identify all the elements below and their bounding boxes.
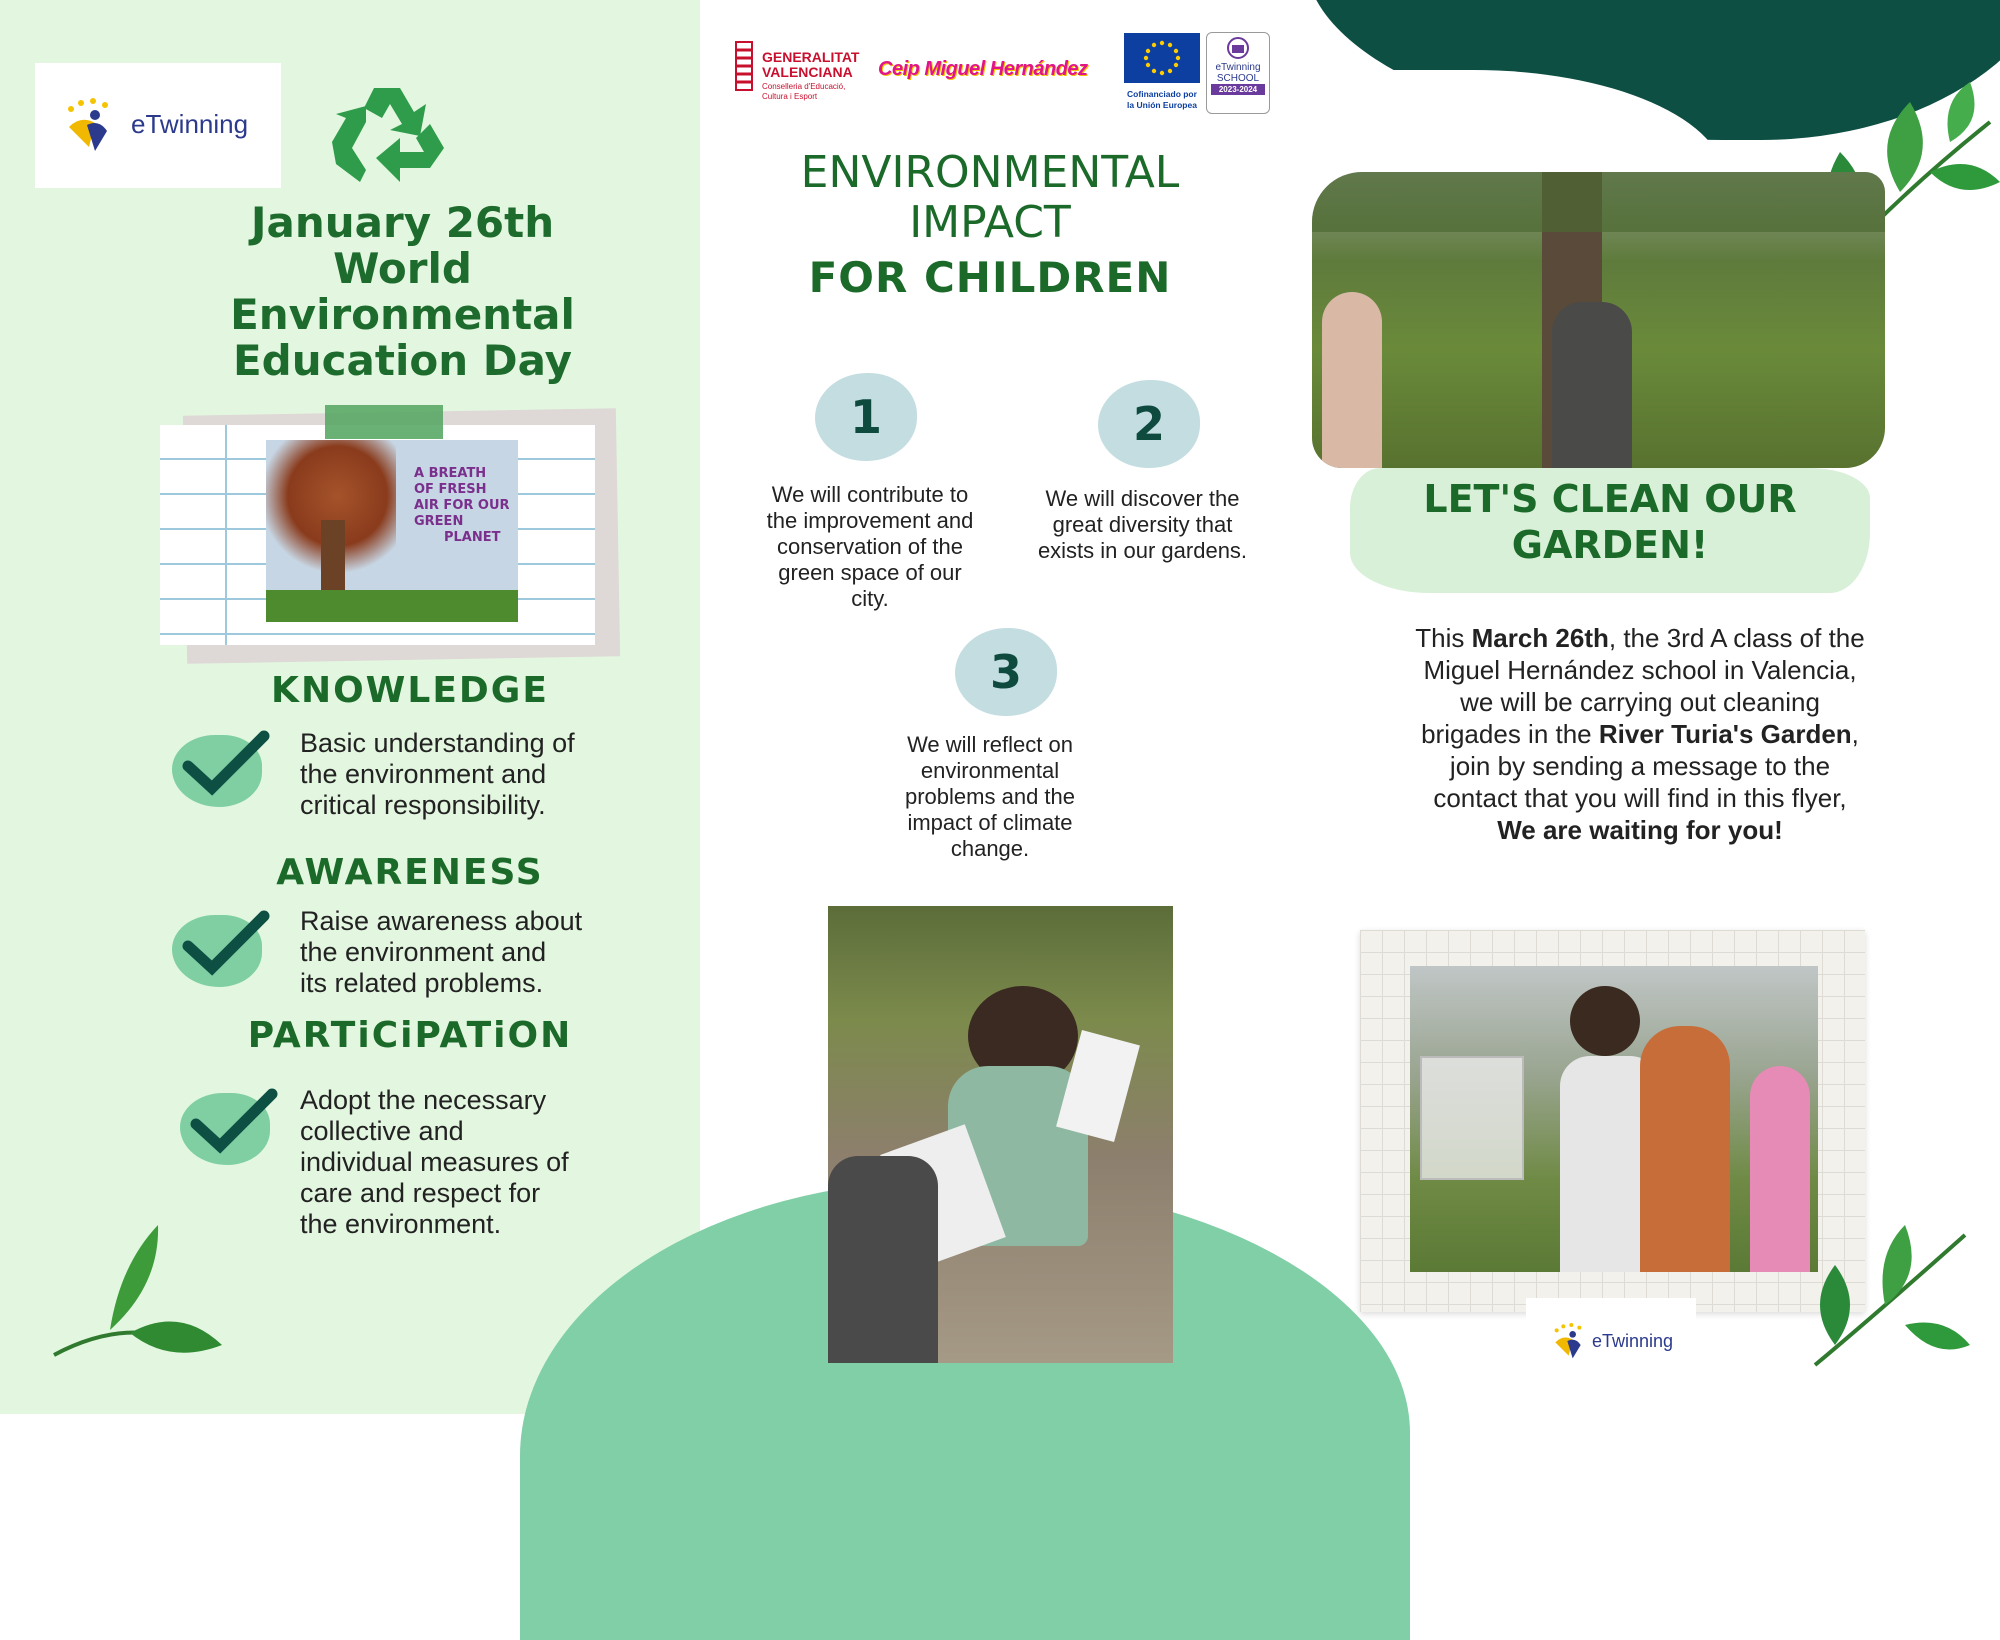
check-icon — [188, 1086, 278, 1156]
etwinning-logo-box — [35, 63, 281, 188]
left-title-line-3: Environmental — [230, 290, 575, 339]
badge-line: 2023-2024 — [1211, 84, 1265, 95]
poster-line: A BREATH — [414, 466, 487, 481]
location-highlight: River Turia's Garden — [1598, 719, 1852, 749]
poster-line: AIR FOR OUR — [414, 498, 510, 513]
env-title-line-2: IMPACT — [909, 197, 1071, 248]
conselleria-line: Cultura i Esport — [762, 92, 818, 101]
banner-title — [1350, 476, 1870, 568]
poster-line: GREEN — [414, 514, 464, 529]
generalitat-line: GENERALITAT — [762, 49, 860, 65]
item-2-line: We will discover the — [1045, 486, 1240, 511]
knowledge-line: Basic understanding of — [300, 728, 575, 758]
left-title-line-1: January 26th — [250, 198, 555, 247]
item-1-line: city. — [851, 586, 889, 611]
etwinning-figure-icon — [61, 97, 121, 153]
check-icon — [180, 728, 270, 798]
bag-inspection-photo — [1410, 966, 1818, 1272]
para-line-2: Miguel Hernández school in Valencia, — [1423, 655, 1857, 685]
item-3-line: impact of climate — [907, 810, 1073, 835]
recycle-icon — [330, 78, 448, 186]
knowledge-line: critical responsibility. — [300, 790, 546, 820]
canopy — [1312, 172, 1885, 232]
participation-line: individual measures of — [300, 1147, 569, 1177]
knowledge-heading: KNOWLEDGE — [271, 670, 549, 711]
eu-flag — [1124, 33, 1200, 83]
awareness-line: the environment and — [300, 937, 547, 967]
participation-text — [300, 1085, 640, 1240]
para-line-5: join by sending a message to the — [1449, 751, 1831, 781]
generalitat-line: VALENCIANA — [762, 64, 853, 80]
para-line-1 — [1340, 622, 1940, 654]
para-text: brigades in the — [1421, 719, 1599, 749]
generalitat-shield-icon — [732, 38, 756, 94]
env-title — [740, 148, 1240, 248]
left-title — [200, 200, 605, 384]
conselleria-name — [762, 82, 845, 102]
awareness-line: Raise awareness about — [300, 906, 583, 936]
footer-etwinning-logo — [1526, 1298, 1696, 1380]
item-1-line: green space of our — [778, 560, 962, 585]
etwinning-figure-icon — [1550, 1322, 1590, 1360]
item-1-line: We will contribute to — [771, 482, 969, 507]
date-highlight: March 26th — [1471, 623, 1609, 653]
etwinning-logo-text: eTwinning — [1592, 1331, 1674, 1351]
item-3-line: We will reflect on — [907, 732, 1073, 757]
para-text: This — [1415, 623, 1472, 653]
participation-line: Adopt the necessary — [300, 1085, 547, 1115]
left-title-line-2: World — [333, 244, 472, 293]
left-title-line-4: Education Day — [232, 336, 573, 385]
etwinning-school-badge — [1206, 32, 1270, 114]
participation-line: care and respect for — [300, 1178, 541, 1208]
item-2-line: exists in our gardens. — [1037, 538, 1248, 563]
item-3-text — [870, 732, 1110, 862]
number-badge-3: 3 — [955, 628, 1057, 716]
item-1-line: the improvement and — [766, 508, 974, 533]
awareness-line: its related problems. — [300, 968, 544, 998]
item-3-line: change. — [950, 836, 1030, 861]
tree-poster-image — [266, 440, 518, 622]
girl-head — [1570, 986, 1640, 1056]
eu-line: la Unión Europea — [1127, 100, 1197, 110]
item-3-line: environmental — [920, 758, 1060, 783]
participation-line: the environment. — [300, 1209, 502, 1239]
school-logo: Ceip Miguel Hernández — [878, 58, 1088, 80]
banner-line-2: GARDEN! — [1511, 523, 1709, 567]
etwinning-logo-text: eTwinning — [131, 109, 249, 139]
item-1-text — [740, 482, 1000, 612]
awareness-text — [300, 906, 640, 999]
para-line-6: contact that you will find in this flyer, — [1433, 783, 1847, 813]
para-line-7: We are waiting for you! — [1497, 815, 1783, 845]
poster-line: PLANET — [444, 530, 501, 545]
badge-line: eTwinning — [1215, 62, 1261, 73]
garden-cleanup-photo — [1312, 172, 1885, 468]
badge-building-icon — [1218, 37, 1258, 59]
children-worksheet-photo — [828, 906, 1173, 1363]
grass — [266, 590, 518, 622]
paper-margin-line — [225, 425, 227, 645]
leaf-icon — [1805, 1215, 1970, 1375]
para-text: , the 3rd A class of the — [1608, 623, 1865, 653]
tree-trunk — [321, 520, 345, 595]
badge-line: SCHOOL — [1216, 73, 1260, 84]
poster-text — [414, 466, 514, 546]
banner-line-1: LET'S CLEAN OUR — [1423, 477, 1797, 521]
env-subtitle: FOR CHILDREN — [808, 253, 1172, 302]
para-line-3: we will be carrying out cleaning — [1460, 687, 1820, 717]
number-badge-2: 2 — [1098, 380, 1200, 468]
braided-hair-figure — [1640, 1026, 1730, 1272]
generalitat-name — [762, 50, 859, 80]
pink-jacket-figure — [1750, 1066, 1810, 1272]
item-3-line: problems and the — [905, 784, 1075, 809]
adult-figure — [828, 1156, 938, 1363]
knowledge-text — [300, 728, 640, 821]
eu-logo — [1122, 33, 1202, 117]
check-icon — [180, 908, 270, 978]
awareness-heading: AWARENESS — [276, 852, 544, 893]
item-2-line: great diversity that — [1052, 512, 1233, 537]
participation-line: collective and — [300, 1116, 464, 1146]
poster-line: OF FRESH — [414, 482, 487, 497]
para-line-4 — [1340, 718, 1940, 750]
para-text: , — [1851, 719, 1859, 749]
generalitat-logo — [732, 36, 872, 112]
invitation-paragraph — [1340, 622, 1940, 846]
eu-stars-icon — [1124, 33, 1200, 83]
number-badge-1: 1 — [815, 373, 917, 461]
leaf-icon — [50, 1225, 230, 1360]
item-1-line: conservation of the — [777, 534, 963, 559]
eu-line: Cofinanciado por — [1127, 89, 1197, 99]
env-title-line-1: ENVIRONMENTAL — [800, 147, 1180, 198]
tape — [325, 405, 443, 439]
child-figure — [1322, 292, 1382, 468]
child-backpack — [1552, 302, 1632, 468]
item-2-text — [1010, 486, 1275, 564]
knowledge-line: the environment and — [300, 759, 547, 789]
participation-heading: PARTiCiPATiON — [247, 1015, 573, 1056]
conselleria-line: Conselleria d'Educació, — [762, 82, 846, 91]
eu-text — [1122, 89, 1202, 111]
plastic-bag — [1420, 1056, 1524, 1180]
